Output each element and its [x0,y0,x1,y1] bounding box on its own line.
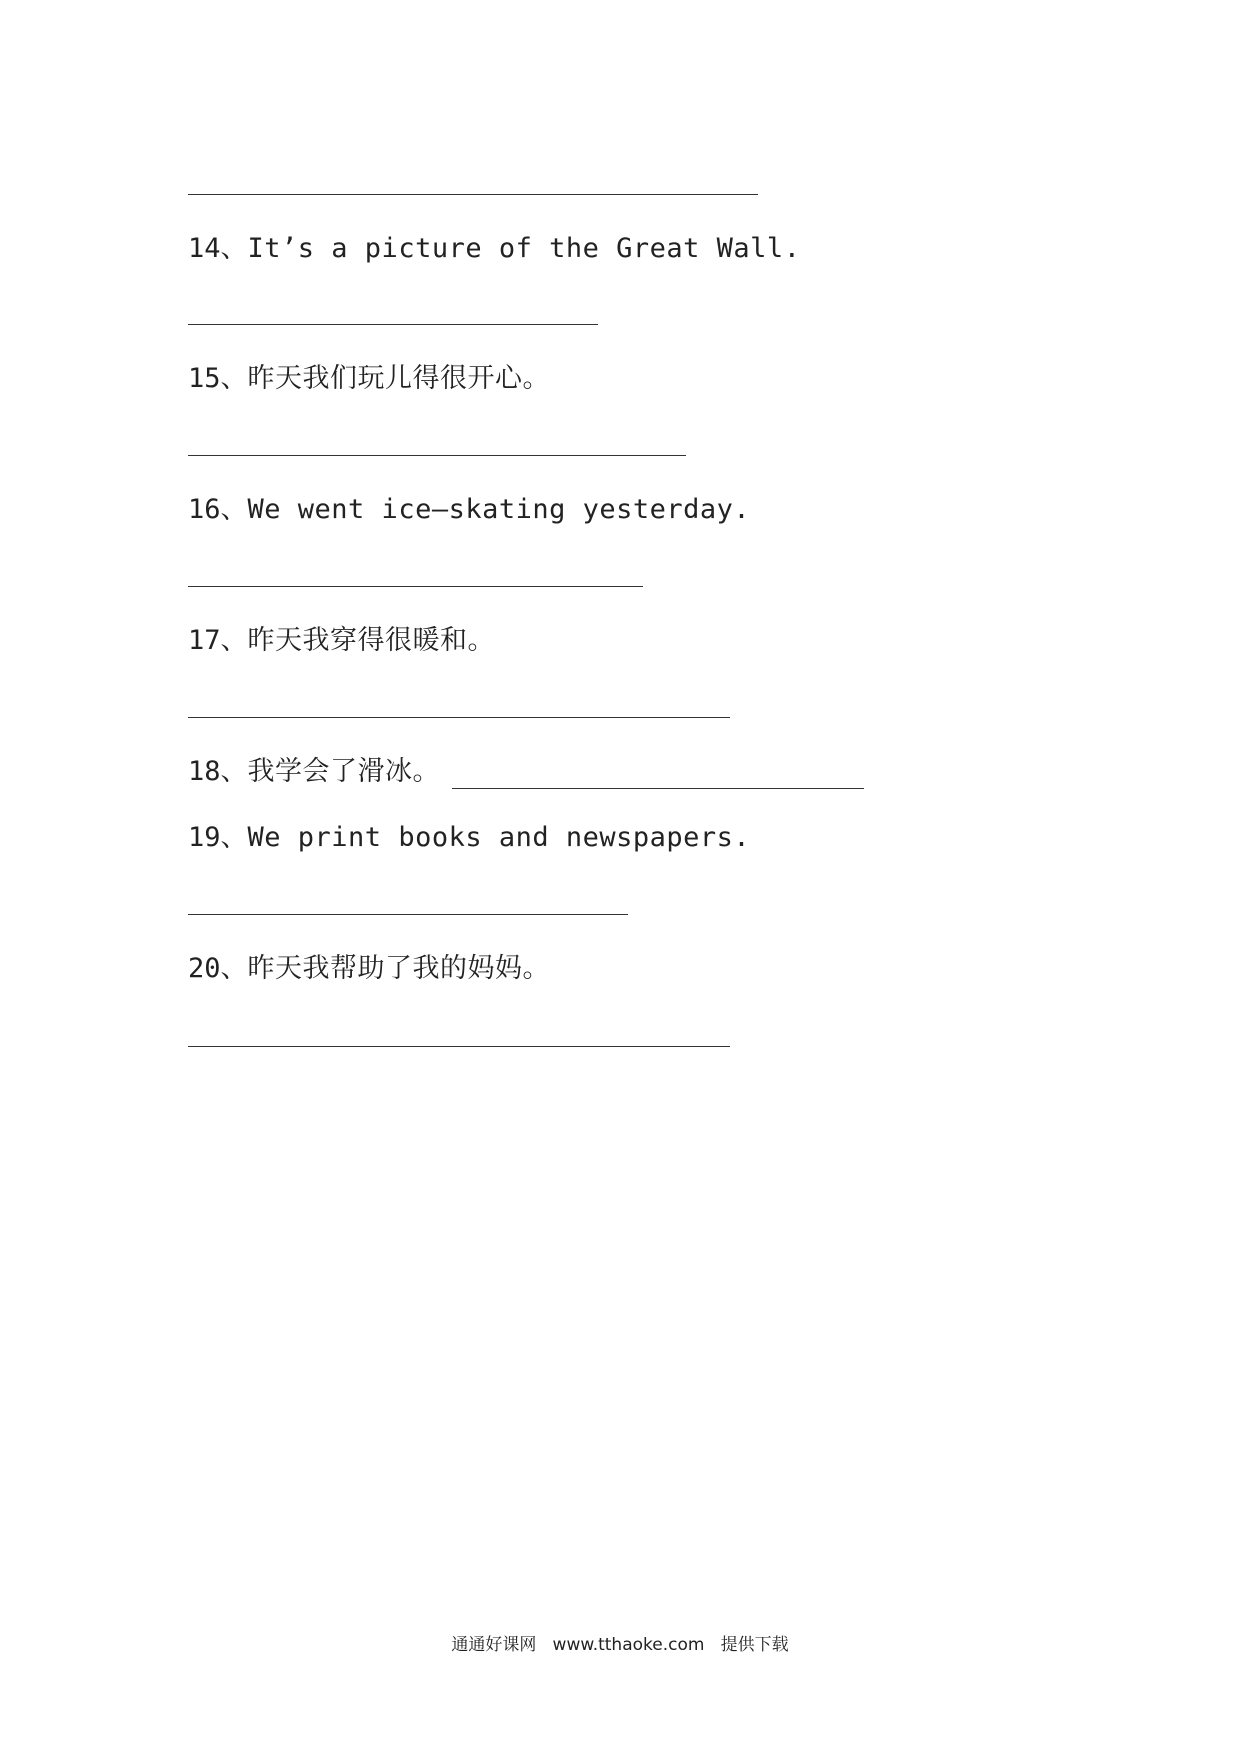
answer-line-16[interactable] [188,586,643,587]
question-number: 18、 [188,756,248,787]
question-number: 14、 [188,233,248,264]
question-number: 16、 [188,494,248,525]
question-20 [188,952,550,986]
question-text: It’s a picture of the Great Wall. [247,233,801,264]
question-number: 20、 [188,953,248,984]
question-16 [188,493,750,527]
question-text: We went ice—skating yesterday. [247,494,751,525]
footer-url-link[interactable]: www.tthaoke.com [552,1635,705,1655]
question-18 [188,755,864,789]
question-text: We print books and newspapers. [247,822,751,853]
footer-suffix: 提供下载 [720,1635,789,1655]
question-14 [188,232,800,266]
question-17 [188,624,495,658]
question-text: 我学会了滑冰。 [247,756,441,787]
answer-line-19[interactable] [188,914,628,915]
question-number: 19、 [188,822,248,853]
answer-line-17[interactable] [188,717,730,718]
question-text: 昨天我帮助了我的妈妈。 [247,953,551,984]
answer-line-13[interactable] [188,194,758,195]
page-footer [0,1630,1240,1655]
answer-line-15[interactable] [188,455,686,456]
answer-line-18[interactable] [452,766,864,789]
question-15 [188,362,550,396]
answer-line-20[interactable] [188,1046,730,1047]
question-19 [188,821,750,855]
question-number: 15、 [188,363,248,394]
question-text: 昨天我们玩儿得很开心。 [247,363,551,394]
answer-line-14[interactable] [188,324,598,325]
question-number: 17、 [188,625,248,656]
footer-site-name: 通通好课网 [451,1635,537,1655]
question-text: 昨天我穿得很暖和。 [247,625,496,656]
